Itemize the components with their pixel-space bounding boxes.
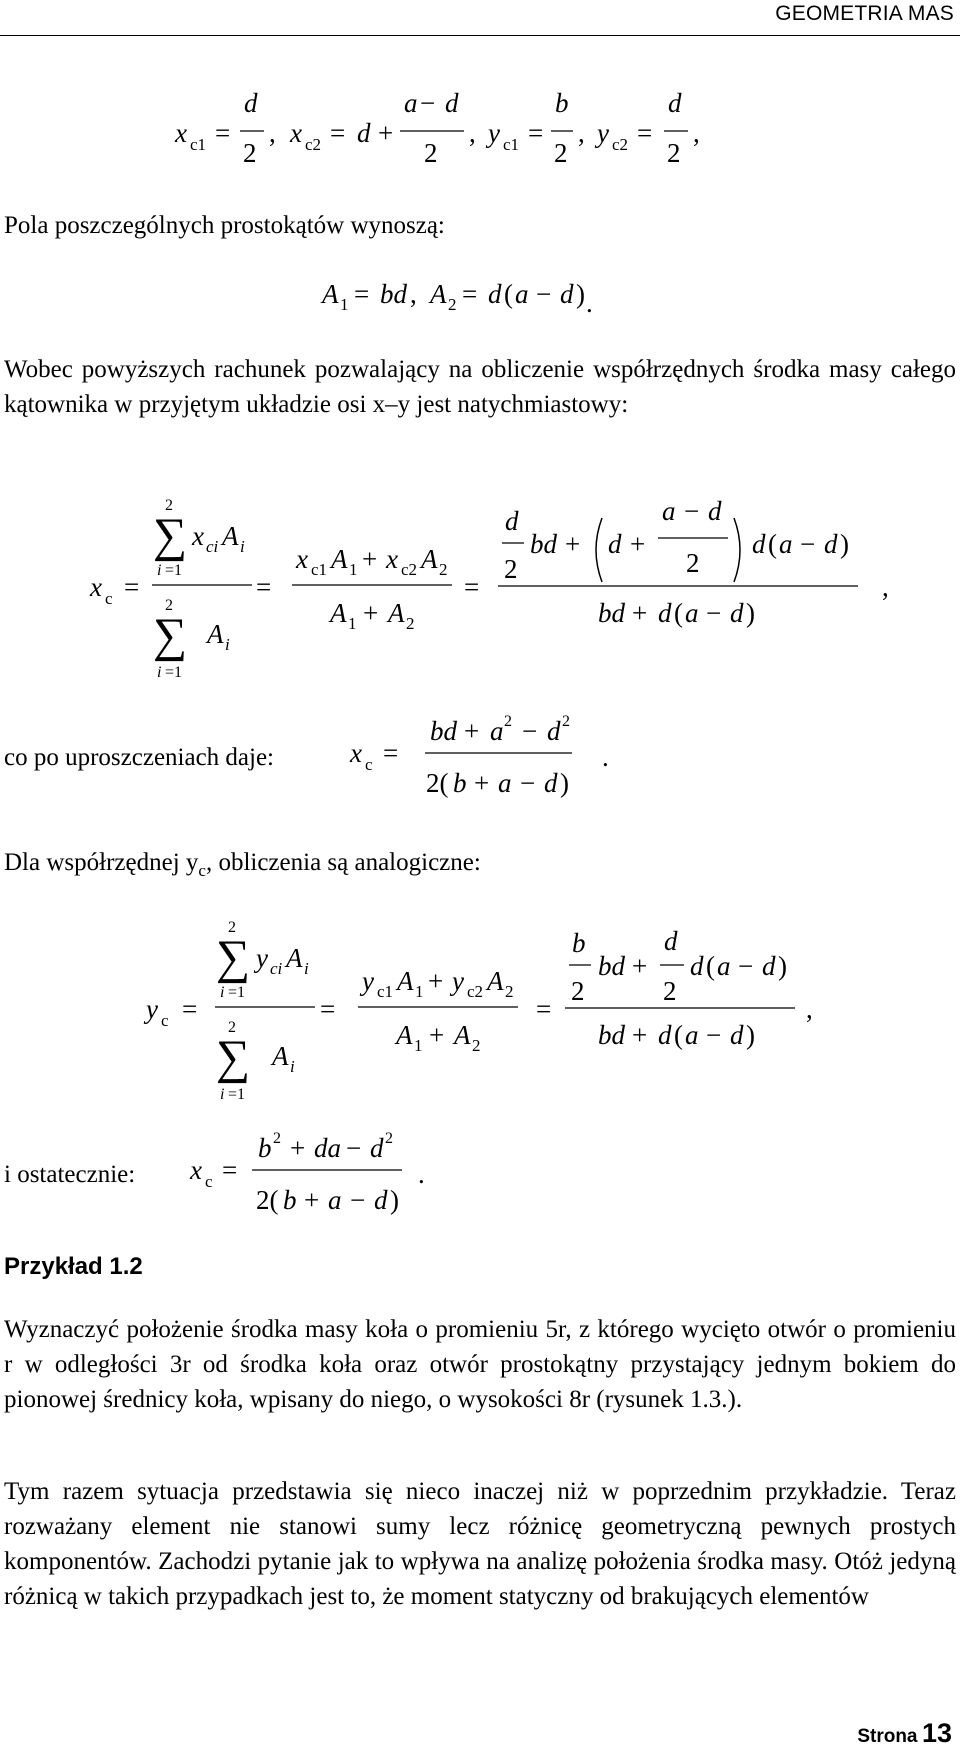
svg-text:+: + (630, 529, 646, 559)
svg-text:a: a (662, 496, 676, 526)
svg-text:(: ( (768, 529, 777, 559)
svg-text:a: a (717, 951, 731, 981)
svg-text:2: 2 (667, 138, 681, 168)
svg-text:.: . (586, 288, 593, 318)
svg-text:c2: c2 (612, 135, 629, 154)
svg-text:−: − (522, 716, 538, 746)
equation-xc (0, 488, 960, 688)
svg-text:bd: bd (530, 529, 557, 559)
svg-text:x: x (290, 118, 302, 148)
svg-text:2: 2 (504, 554, 518, 584)
svg-text:=1: =1 (165, 562, 183, 579)
svg-text:d: d (708, 496, 722, 526)
svg-text:d: d (488, 279, 502, 309)
svg-text:A: A (454, 1020, 471, 1050)
svg-text:=: = (222, 1155, 238, 1185)
svg-text:d: d (752, 529, 766, 559)
svg-text:d: d (357, 118, 371, 148)
page-footer (857, 1718, 952, 1749)
svg-text:d: d (730, 1020, 744, 1050)
svg-text:c: c (365, 755, 373, 774)
svg-text:A: A (388, 598, 405, 628)
svg-text:c2: c2 (401, 560, 418, 579)
svg-text:2: 2 (228, 919, 236, 936)
svg-text:a: a (490, 716, 504, 746)
svg-text:): ) (746, 1020, 755, 1050)
paragraph-example-discussion: Tym razem sytuacja przedstawia się nieco inaczej niż w poprzednim przykładzie. Teraz rozważany element nie stanowi sumy lecz różnicę geometryczną pewnych prostych komponentów. Zachodzi pytanie jak to wpływa na analizę położenia środka masy. Otóż jedyną różnicą w takich przypadkach jest to, że moment statyczny od brakujących elementów (4, 1478, 956, 1610)
svg-text:y: y (452, 966, 464, 996)
svg-text:A: A (207, 619, 224, 649)
svg-text:A: A (222, 521, 239, 551)
svg-text:+: + (429, 1020, 445, 1050)
svg-text:2: 2 (273, 1130, 281, 1147)
svg-text:A: A (397, 966, 414, 996)
svg-text:2: 2 (406, 614, 415, 633)
svg-text:i: i (240, 537, 245, 556)
svg-text:c1: c1 (503, 135, 520, 154)
svg-text:,: , (269, 118, 276, 148)
svg-text:d: d (824, 529, 838, 559)
svg-text:): ) (778, 951, 787, 981)
equation-areas (0, 262, 960, 322)
svg-text:=: = (637, 118, 653, 148)
svg-text:bd: bd (598, 1020, 625, 1050)
svg-text:a: a (779, 529, 793, 559)
svg-text:+: + (464, 716, 480, 746)
svg-text:x: x (350, 738, 362, 768)
svg-text:i: i (157, 664, 162, 681)
svg-text:bd: bd (380, 279, 407, 309)
svg-text:c: c (205, 1172, 213, 1191)
svg-text:2: 2 (439, 560, 448, 579)
svg-text:A: A (331, 544, 348, 574)
paragraph-final: i ostatecznie: (4, 1161, 136, 1188)
svg-text:=: = (528, 118, 544, 148)
svg-text:d: d (608, 529, 622, 559)
svg-text:c1: c1 (190, 135, 207, 154)
svg-text:A: A (430, 279, 447, 309)
svg-text:i: i (290, 1057, 295, 1076)
running-header: GEOMETRIA MAS (775, 2, 954, 25)
svg-text:d: d (445, 88, 459, 118)
svg-text:+: + (290, 1133, 306, 1163)
svg-text:2(: 2( (256, 1185, 279, 1215)
svg-text:∑: ∑ (153, 609, 188, 662)
svg-text:+: + (428, 966, 444, 996)
svg-text:A: A (272, 1041, 289, 1071)
svg-text:d: d (244, 88, 258, 118)
svg-text:(: ( (674, 1020, 683, 1050)
svg-text:b: b (572, 928, 586, 958)
svg-text:a: a (515, 279, 529, 309)
svg-text:∑: ∑ (216, 1031, 251, 1084)
svg-text:c2: c2 (305, 135, 322, 154)
svg-text:a: a (328, 1185, 342, 1215)
svg-text:d: d (547, 716, 561, 746)
svg-text:−: − (536, 279, 552, 309)
svg-text:,: , (693, 118, 700, 148)
svg-text:,: , (469, 118, 476, 148)
svg-text:=1: =1 (228, 984, 246, 1001)
svg-text:d: d (658, 1020, 672, 1050)
svg-text:−: − (738, 951, 754, 981)
paragraph-areas-intro: Pola poszczególnych prostokątów wynoszą: (4, 212, 445, 239)
svg-text:A: A (322, 279, 339, 309)
svg-text:x: x (90, 572, 102, 602)
svg-text:2: 2 (472, 1036, 481, 1055)
svg-text:2: 2 (504, 713, 512, 730)
equation-yc (0, 910, 960, 1110)
svg-text:,: , (578, 118, 585, 148)
svg-text:): ) (560, 768, 569, 798)
svg-text:−: − (684, 496, 700, 526)
svg-text:2: 2 (385, 1130, 393, 1147)
svg-text:x: x (175, 118, 187, 148)
paragraph-example-task: Wyznaczyć położenie środka masy koła o promieniu 5r, z którego wycięto otwór o promieniu r w odległości 3r od środka koła oraz otwór prostokątny przystający jednym bokiem do pionowej średnicy koła, wpisany do niego, o wysokości 8r (rysunek 1.3.). (4, 1316, 956, 1413)
svg-text:x: x (386, 544, 398, 574)
svg-text:A: A (286, 943, 303, 973)
svg-text:2: 2 (663, 976, 677, 1006)
svg-text:d: d (505, 506, 519, 536)
svg-text:): ) (746, 598, 755, 628)
svg-text:+: + (378, 118, 394, 148)
svg-text:−: − (800, 529, 816, 559)
yc-intro-rest: , obliczenia są analogiczne: (205, 849, 481, 876)
svg-text:1: 1 (349, 560, 358, 579)
svg-text:x: x (296, 544, 308, 574)
svg-text:a: a (404, 88, 418, 118)
svg-text:.: . (602, 742, 609, 772)
svg-text:−: − (346, 1133, 362, 1163)
svg-text:+: + (632, 1020, 648, 1050)
svg-text:=: = (182, 994, 198, 1024)
svg-text:2: 2 (562, 713, 570, 730)
svg-text:bd: bd (598, 598, 625, 628)
svg-text:A: A (421, 544, 438, 574)
svg-text:1: 1 (348, 614, 357, 633)
svg-text:−: − (706, 598, 722, 628)
svg-text:A: A (330, 598, 347, 628)
svg-text:2: 2 (505, 982, 514, 1001)
svg-text:i: i (220, 1086, 225, 1103)
svg-text:x: x (192, 521, 204, 551)
equation-centroids (0, 80, 960, 180)
svg-text:d: d (762, 951, 776, 981)
svg-text:=: = (124, 572, 140, 602)
svg-text:=: = (354, 279, 370, 309)
svg-text:): ) (576, 279, 585, 309)
paragraph-simplification: co po uproszczeniach daje: (4, 744, 275, 771)
svg-text:2: 2 (686, 548, 700, 578)
svg-text:=: = (383, 738, 399, 768)
svg-text:,: , (806, 994, 813, 1024)
svg-text:=: = (462, 279, 478, 309)
svg-text:bd: bd (598, 951, 625, 981)
svg-text:x: x (190, 1155, 202, 1185)
svg-text:d: d (544, 768, 558, 798)
svg-text:y: y (597, 118, 609, 148)
svg-text:d: d (730, 598, 744, 628)
svg-text:=: = (536, 994, 552, 1024)
svg-text:∑: ∑ (153, 509, 188, 562)
svg-text:i: i (157, 562, 162, 579)
svg-text:−: − (520, 768, 536, 798)
svg-text:1: 1 (415, 982, 424, 1001)
svg-text:i: i (220, 984, 225, 1001)
svg-text:y: y (488, 118, 500, 148)
paragraph-calculation-intro: Wobec powyższych rachunek pozwalający na obliczenie współrzędnych środka masy całego kątownika w przyjętym układzie osi x–y jest natychmiastowy: (4, 356, 956, 418)
svg-text:c: c (161, 1011, 169, 1030)
example-heading: Przykład 1.2 (4, 1253, 143, 1280)
svg-text:d: d (664, 926, 678, 956)
svg-text:1: 1 (414, 1036, 423, 1055)
equation-xc-simplified (340, 708, 640, 818)
svg-text:.: . (418, 1159, 425, 1189)
svg-text:+: + (565, 529, 581, 559)
svg-text:i: i (304, 959, 309, 978)
svg-text:b: b (555, 88, 569, 118)
svg-text:2: 2 (554, 138, 568, 168)
svg-text:d: d (370, 1133, 384, 1163)
svg-text:=: = (215, 118, 231, 148)
svg-text:d: d (560, 279, 574, 309)
svg-text:=: = (464, 572, 480, 602)
svg-text:b: b (453, 768, 467, 798)
svg-text:2: 2 (243, 138, 257, 168)
equation-final (180, 1125, 480, 1235)
svg-text:1: 1 (340, 295, 349, 314)
svg-text:=1: =1 (165, 664, 183, 681)
svg-text:+: + (304, 1185, 320, 1215)
svg-text:2: 2 (448, 295, 457, 314)
svg-text:d: d (658, 598, 672, 628)
svg-text:a: a (685, 1020, 699, 1050)
svg-text:=1: =1 (228, 1086, 246, 1103)
svg-text:2: 2 (228, 1019, 236, 1036)
svg-text:c: c (105, 589, 113, 608)
svg-text:(: ( (674, 598, 683, 628)
svg-text:c1: c1 (311, 560, 328, 579)
svg-text:+: + (362, 544, 378, 574)
svg-text:d: d (668, 88, 682, 118)
svg-text:): ) (840, 529, 849, 559)
svg-text:∑: ∑ (216, 931, 251, 984)
svg-text:−: − (706, 1020, 722, 1050)
svg-text:(: ( (706, 951, 715, 981)
svg-text:y: y (146, 994, 158, 1024)
svg-text:+: + (474, 768, 490, 798)
svg-text:i: i (225, 635, 230, 654)
svg-text:,: , (410, 279, 417, 309)
svg-text:2: 2 (571, 976, 585, 1006)
svg-text:+: + (363, 598, 379, 628)
paragraph-yc-intro (4, 845, 481, 888)
svg-text:): ) (390, 1185, 399, 1215)
svg-text:b: b (258, 1133, 272, 1163)
svg-text:2(: 2( (426, 768, 449, 798)
svg-text:ci: ci (270, 959, 283, 978)
svg-text:a: a (685, 598, 699, 628)
svg-text:y: y (362, 966, 374, 996)
svg-text:2: 2 (165, 597, 173, 614)
svg-text:−: − (350, 1185, 366, 1215)
svg-text:bd: bd (430, 716, 457, 746)
svg-text:A: A (396, 1020, 413, 1050)
page-number: 13 (921, 1718, 952, 1748)
svg-text:ci: ci (206, 537, 219, 556)
svg-text:d: d (374, 1185, 388, 1215)
svg-text:2: 2 (165, 497, 173, 514)
svg-text:=: = (320, 994, 336, 1024)
header-rule (0, 35, 960, 36)
svg-text:a: a (498, 768, 512, 798)
svg-text:c2: c2 (467, 982, 484, 1001)
svg-text:d: d (690, 951, 704, 981)
svg-text:da: da (314, 1133, 341, 1163)
yc-intro-text: Dla współrzędnej y (4, 849, 199, 876)
svg-text:+: + (632, 598, 648, 628)
svg-text:,: , (882, 572, 889, 602)
svg-text:y: y (256, 943, 268, 973)
svg-text:(: ( (504, 279, 513, 309)
svg-text:=: = (330, 118, 346, 148)
svg-text:−: − (420, 88, 436, 118)
svg-text:=: = (256, 572, 272, 602)
svg-text:A: A (487, 966, 504, 996)
footer-label: Strona (857, 1726, 918, 1747)
svg-text:b: b (283, 1185, 297, 1215)
svg-text:2: 2 (424, 138, 438, 168)
svg-text:+: + (632, 951, 648, 981)
svg-text:c1: c1 (377, 982, 394, 1001)
yc-intro-sub: c (198, 861, 206, 880)
